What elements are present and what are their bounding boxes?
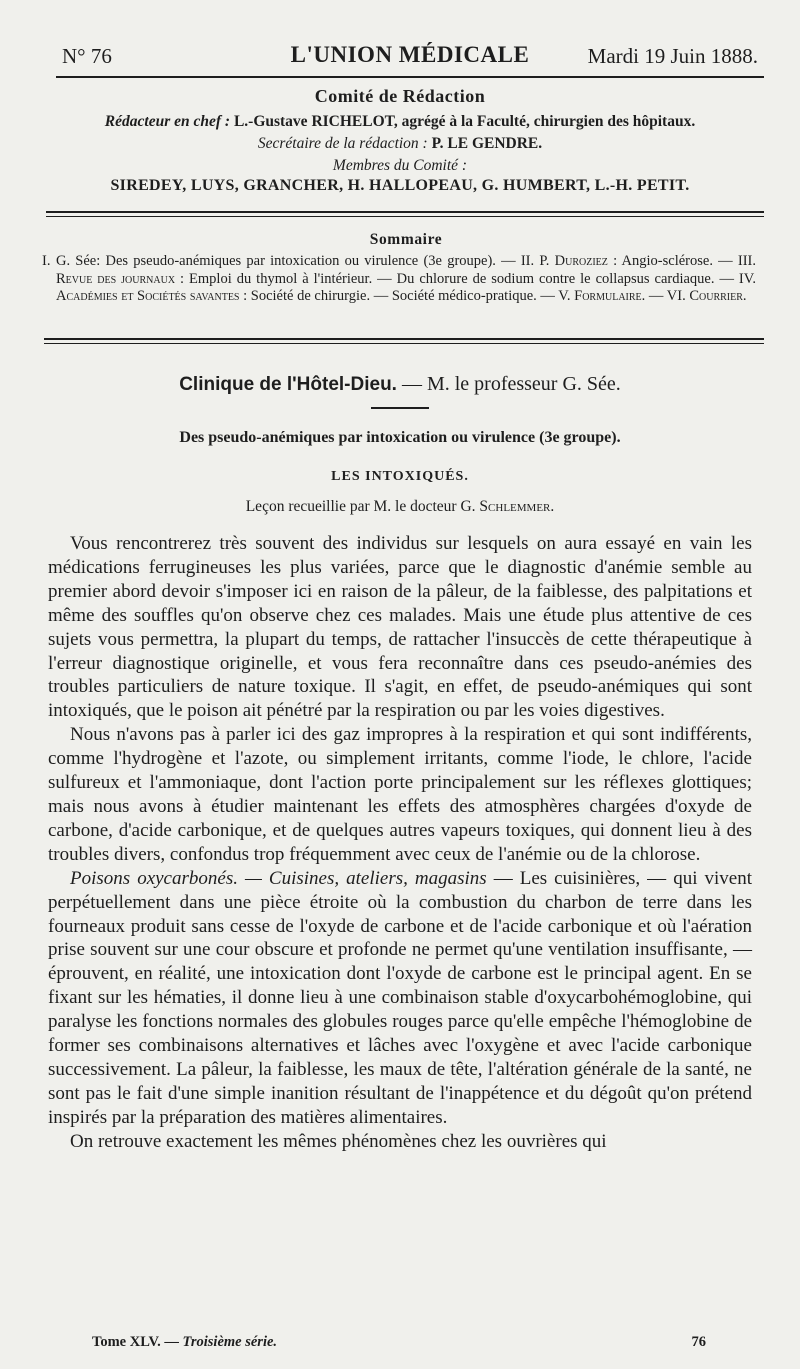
members-names: SIREDEY, LUYS, GRANCHER, H. HALLOPEAU, G. HUMBERT, L.-H. PETIT. [110,177,690,194]
summary-item-4-label: Académies et Sociétés savantes [56,288,240,304]
editorial-committee [40,86,760,195]
committee-rule-bottom [46,216,764,217]
summary-item-3-rest: : Emploi du thymol à l'intérieur. — Du chlorure de sodium contre le collapsus cardiaque. — IV. [175,270,756,287]
editor-in-chief [40,113,760,131]
header-rule [56,76,764,78]
summary-item-3-label: Revue des journaux [56,270,176,287]
editor-label: Rédacteur en chef : [104,113,231,130]
page-header [62,36,758,76]
clinic-professor: — M. le professeur G. Sée. [396,373,621,395]
secretary-label: Secrétaire de la rédaction : [257,135,428,152]
summary-item-1-rest: : Angio-sclérose. — III. [607,253,756,269]
summary-rule-top [44,338,764,340]
summary-item-5-label: Formulaire [574,288,642,304]
paragraph-2: Nous n'avons pas à parler ici des gaz impropres à la respiration et qui sont indifférents, comme l'hydrogène et l'azote, ou simplement irritants, comme l'iode, le chlore, l'acide sulfureux et l'ammoniaque, dont l'action porte principalement sur les réflexes glottiques; mais nous avons à étudier maintenant les effets des atmosphères chargées d'oxyde de carbone, d'acide carbonique, et de quelques autres vapeurs toxiques, qui donnent lieu à des troubles divers, confondus trop fréquemment avec ceux de l'anémie ou de la chlorose. [48,724,752,865]
secretary [40,135,760,153]
lesson-doctor: Schlemmer. [479,498,555,515]
journal-title: L'UNION MÉDICALE [290,42,530,67]
summary-rule-bottom [44,343,764,344]
secretary-name: P. LE GENDRE. [431,135,543,152]
committee-title: Comité de Rédaction [314,86,486,106]
paragraph-1: Vous rencontrerez très souvent des individus sur lesquels on aura essayé en vain les médications ferrugineuses les plus variées, parce que le diagnostic d'anémie semble au premier abord devoir s'imposer ici en raison de la pâleur, de la faiblesse, des palpitations et même des souffles qu'on observe chez ces malades. Mais une étude plus attentive de ces sujets vous permettra, la plupart du temps, de rattacher l'insuccès de cette thérapeutique à l'erreur diagnostique originelle, et vous fera reconnaître dans ces pseudo-anémies des troubles particuliers de nature toxique. Il s'agit, en effet, de pseudo-anémiques qui sont intoxiqués, que le poison ait pénétré par la respiration ou par les voies digestives. [48,533,752,722]
footer-volume [92,1334,277,1351]
title-separator [371,407,429,409]
summary-item-5-rest: . — VI. [641,288,690,304]
page-number: 76 [691,1334,706,1350]
page-footer [92,1334,706,1358]
clinic-name: Clinique de l'Hôtel-Dieu. [179,374,397,395]
committee-rule-top [46,211,764,213]
lesson-credit [40,498,760,516]
lesson-line: Leçon recueillie par M. le docteur G. [245,498,480,515]
volume-label: Tome XLV. — [92,1334,183,1350]
summary-item-6-label: Courrier [689,288,743,304]
summary-marker: I. [42,253,51,269]
clinic-title [40,373,760,396]
summary-title: Sommaire [369,231,443,248]
members-label: Membres du Comité : [332,157,468,174]
summary-item-4-rest: : Société de chirurgie. — Société médico-pratique. — V. [239,288,575,304]
editor-text: L.-Gustave RICHELOT, agrégé à la Faculté, chirurgien des hôpitaux. [233,113,696,130]
summary-item-6-rest: . [742,288,747,304]
issue-number: N° 76 [62,44,112,68]
article-subtitle: LES INTOXIQUÉS. [331,469,469,484]
paragraph-3-heading: Poisons oxycarbonés. — Cuisines, ateliers, magasins [70,867,487,889]
article-body [48,532,752,1154]
issue-date: Mardi 19 Juin 1888. [587,44,758,68]
paragraph-3-text: — Les cuisinières, — qui vivent perpétuellement dans une pièce étroite où la combustion du charbon de terre dans les fourneaux produit sans cesse de l'oxyde de carbone et de l'acide carbonique et où l'aération prise souvent sur une cour obscure et profonde ne permet qu'une ventilation insuffisante, — éprouvent, en réalité, une intoxication dont l'oxyde de carbone est le principal agent. En se fixant sur les hématies, il donne lieu à une combinaison stable d'oxycarbohémoglobine, qui paralyse les fonctions normales des globules rouges parce qu'elle empêche l'hémoglobine de former ses combinaisons alternatives et lâches avec l'oxygène et avec l'acide carbonique successivement. La pâleur, la faiblesse, les maux de tête, l'altération générale de la santé, ne sont pas le fait d'une simple inanition résultant de l'inappétence et du dégoût qu'on prétend inspirés par la préparation des matières alimentaires. [48,867,752,1128]
summary [42,231,756,306]
summary-item-1: G. Sée: Des pseudo-anémiques par intoxication ou virulence (3e groupe). — II. P. [56,253,555,269]
article-title: Des pseudo-anémiques par intoxication ou virulence (3e groupe). [179,429,621,446]
paragraph-4: On retrouve exactement les mêmes phénomènes chez les ouvrières qui [70,1130,607,1152]
summary-item-1-author: Duroziez [554,253,608,269]
summary-body [42,253,756,306]
paragraph-3 [48,867,752,1130]
series-label: Troisième série. [182,1334,278,1350]
